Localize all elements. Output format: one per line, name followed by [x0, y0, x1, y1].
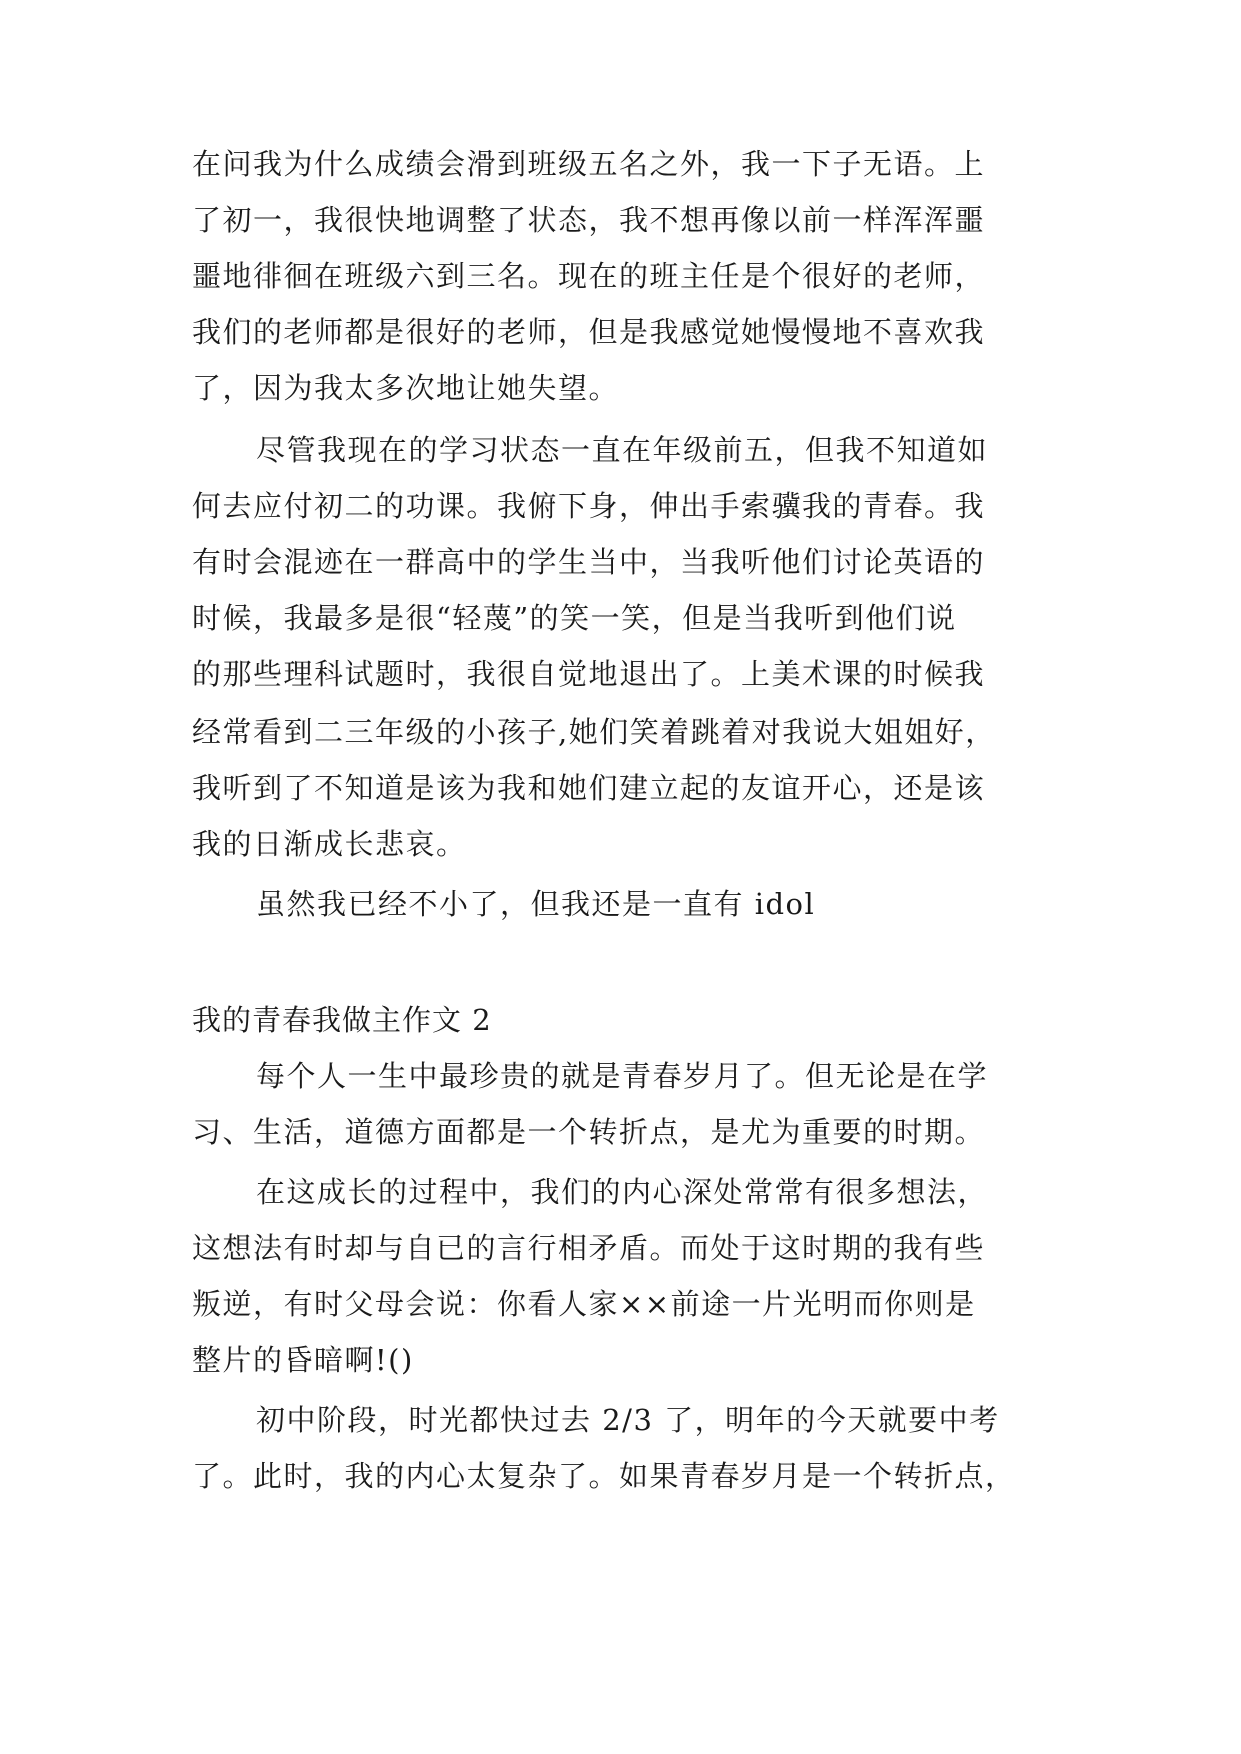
section-title: 我的青春我做主作文 2 — [192, 1003, 492, 1037]
text-line: 习、生活，道德方面都是一个转折点，是尤为重要的时期。 — [192, 1115, 986, 1149]
text-line: 了初一，我很快地调整了状态，我不想再像以前一样浑浑噩 — [192, 203, 986, 237]
text-line: 的那些理科试题时，我很自觉地退出了。上美术课的时候我 — [192, 657, 986, 691]
text-line: 了，因为我太多次地让她失望。 — [192, 371, 620, 405]
text-line: 何去应付初二的功课。我俯下身，伸出手索骥我的青春。我 — [192, 489, 986, 523]
text-line: 我听到了不知道是该为我和她们建立起的友谊开心，还是该 — [192, 771, 986, 805]
text-line-idol: 虽然我已经不小了，但我还是一直有 idol — [256, 887, 816, 921]
text-line: 每个人一生中最珍贵的就是青春岁月了。但无论是在学 — [256, 1059, 989, 1093]
text-line: 这想法有时却与自已的言行相矛盾。而处于这时期的我有些 — [192, 1231, 986, 1265]
text-line: 在问我为什么成绩会滑到班级五名之外，我一下子无语。上 — [192, 147, 986, 181]
text-line: 时候，我最多是很“轻蔑”的笑一笑，但是当我听到他们说 — [192, 601, 957, 635]
text-line: 了。此时，我的内心太复杂了。如果青春岁月是一个转折点， — [192, 1459, 1016, 1493]
text-line: 经常看到二三年级的小孩子,她们笑着跳着对我说大姐姐好， — [192, 715, 996, 749]
text-line: 我们的老师都是很好的老师，但是我感觉她慢慢地不喜欢我 — [192, 315, 986, 349]
text-line: 叛逆，有时父母会说：你看人家××前途一片光明而你则是 — [192, 1287, 976, 1321]
text-line: 噩地徘徊在班级六到三名。现在的班主任是个很好的老师， — [192, 259, 986, 293]
text-line: 在这成长的过程中，我们的内心深处常常有很多想法， — [256, 1175, 989, 1209]
text-line: 我的日渐成长悲哀。 — [192, 827, 467, 861]
text-line: 整片的昏暗啊!() — [192, 1343, 414, 1377]
text-line: 有时会混迹在一群高中的学生当中，当我听他们讨论英语的 — [192, 545, 986, 579]
text-line: 初中阶段，时光都快过去 2/3 了，明年的今天就要中考 — [256, 1403, 1000, 1437]
text-line: 尽管我现在的学习状态一直在年级前五，但我不知道如 — [256, 433, 989, 467]
